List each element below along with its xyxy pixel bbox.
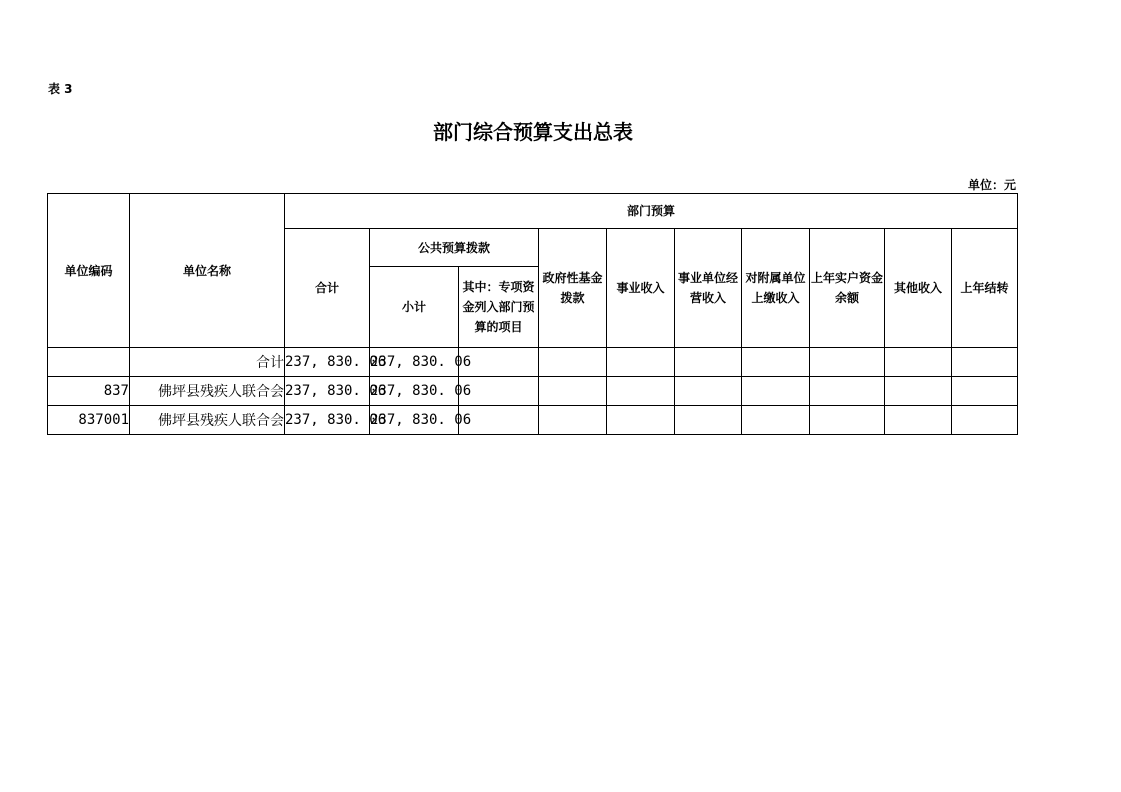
budget-table bbox=[47, 193, 1018, 435]
row-cell-empty bbox=[607, 348, 675, 377]
header-dept-budget: 部门预算 bbox=[285, 194, 1018, 229]
row-code: 837001 bbox=[48, 406, 130, 435]
row-cell-empty bbox=[952, 348, 1018, 377]
header-carryover: 上年结转 bbox=[952, 229, 1018, 348]
row-subtotal: 237, 830. 06 bbox=[370, 348, 459, 377]
row-cell-empty bbox=[952, 377, 1018, 406]
header-operating-income: 事业单位经营收入 bbox=[675, 229, 742, 348]
header-unit-code: 单位编码 bbox=[48, 194, 130, 348]
row-cell-empty bbox=[607, 377, 675, 406]
row-total: 237, 830. 06 bbox=[285, 377, 370, 406]
row-code bbox=[48, 348, 130, 377]
header-total: 合计 bbox=[285, 229, 370, 348]
header-prior-balance: 上年实户资金余额 bbox=[810, 229, 885, 348]
header-special-funds: 其中：专项资金列入部门预算的项目 bbox=[459, 267, 539, 348]
row-cell-empty bbox=[539, 406, 607, 435]
row-subtotal: 237, 830. 06 bbox=[370, 377, 459, 406]
row-cell-empty bbox=[675, 348, 742, 377]
row-cell-empty bbox=[742, 406, 810, 435]
unit-label: 单位：元 bbox=[967, 178, 1016, 192]
row-total: 237, 830. 06 bbox=[285, 348, 370, 377]
row-total: 237, 830. 06 bbox=[285, 406, 370, 435]
row-cell-empty bbox=[885, 348, 952, 377]
table-number: 表 3 bbox=[48, 82, 73, 96]
row-cell-empty bbox=[742, 348, 810, 377]
row-name: 佛坪县残疾人联合会 bbox=[130, 406, 285, 435]
header-unit-name: 单位名称 bbox=[130, 194, 285, 348]
row-cell-empty bbox=[810, 348, 885, 377]
page-title: 部门综合预算支出总表 bbox=[433, 120, 633, 144]
header-subordinate-income: 对附属单位上缴收入 bbox=[742, 229, 810, 348]
row-cell-empty bbox=[952, 406, 1018, 435]
row-cell-empty bbox=[885, 406, 952, 435]
row-name: 佛坪县残疾人联合会 bbox=[130, 377, 285, 406]
table-row bbox=[48, 348, 1018, 377]
row-cell-empty bbox=[539, 348, 607, 377]
row-name: 合计 bbox=[130, 348, 285, 377]
row-cell-empty bbox=[885, 377, 952, 406]
row-cell-empty bbox=[742, 377, 810, 406]
row-cell-empty bbox=[810, 377, 885, 406]
table-row bbox=[48, 377, 1018, 406]
row-cell-empty bbox=[607, 406, 675, 435]
row-code: 837 bbox=[48, 377, 130, 406]
header-subtotal: 小计 bbox=[370, 267, 459, 348]
row-subtotal: 237, 830. 06 bbox=[370, 406, 459, 435]
row-cell-empty bbox=[539, 377, 607, 406]
table-row bbox=[48, 406, 1018, 435]
row-cell-empty bbox=[675, 406, 742, 435]
header-gov-fund: 政府性基金拨款 bbox=[539, 229, 607, 348]
row-cell-empty bbox=[675, 377, 742, 406]
row-cell-empty bbox=[810, 406, 885, 435]
header-public-budget: 公共预算拨款 bbox=[370, 229, 539, 267]
header-other-income: 其他收入 bbox=[885, 229, 952, 348]
header-business-income: 事业收入 bbox=[607, 229, 675, 348]
